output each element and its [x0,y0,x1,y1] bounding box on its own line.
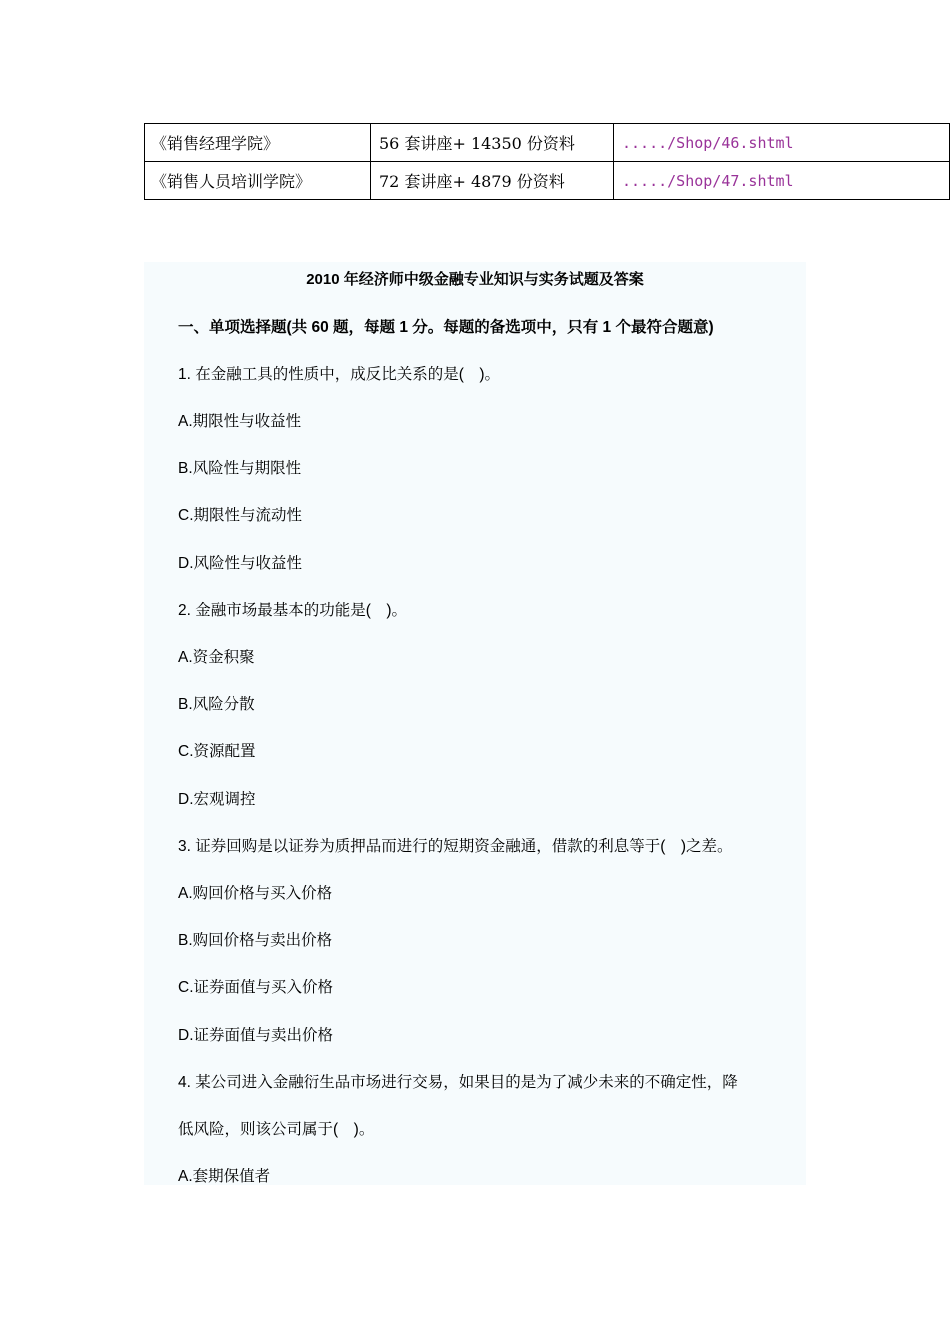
question-text: 3. 证券回购是以证券为质押品而进行的短期资金融通，借款的利息等于( )之差。 [178,838,733,855]
option-text: A.购回价格与买入价格 [178,885,333,902]
option-text: A.期限性与收益性 [178,413,302,430]
option-text: B.风险性与期限性 [178,460,302,477]
option-text: D.证券面值与卖出价格 [178,1027,334,1044]
option-text: A.资金积聚 [178,649,255,666]
option-text: D.风险性与收益性 [178,555,303,572]
exam-title: 2010 年经济师中级金融专业知识与实务试题及答案 [306,271,644,288]
resource-table [144,123,950,200]
resource-name: 《销售人员培训学院》 [145,162,371,200]
resource-count: 56 套讲座+ 14350 份资料 [371,124,614,162]
question-text: 2. 金融市场最基本的功能是( )。 [178,602,408,619]
table-row [145,162,950,200]
option-text: A.套期保值者 [178,1168,271,1185]
exam-panel [144,262,806,1185]
table-row [145,124,950,162]
option-text: B.购回价格与卖出价格 [178,932,333,949]
resource-link[interactable]: ...../Shop/46.shtml [614,124,950,162]
resource-name: 《销售经理学院》 [145,124,371,162]
option-text: C.资源配置 [178,743,256,760]
option-text: D.宏观调控 [178,791,256,808]
question-text-continued: 低风险，则该公司属于( )。 [178,1121,375,1138]
question-text: 4. 某公司进入金融衍生品市场进行交易，如果目的是为了减少未来的不确定性，降 [178,1074,738,1091]
resource-count: 72 套讲座+ 4879 份资料 [371,162,614,200]
option-text: C.证券面值与买入价格 [178,979,334,996]
section-heading: 一、单项选择题(共 60 题，每题 1 分。每题的备选项中，只有 1 个最符合题意) [178,319,714,336]
option-text: B.风险分散 [178,696,255,713]
question-text: 1. 在金融工具的性质中，成反比关系的是( )。 [178,366,501,383]
option-text: C.期限性与流动性 [178,507,303,524]
resource-link[interactable]: ...../Shop/47.shtml [614,162,950,200]
